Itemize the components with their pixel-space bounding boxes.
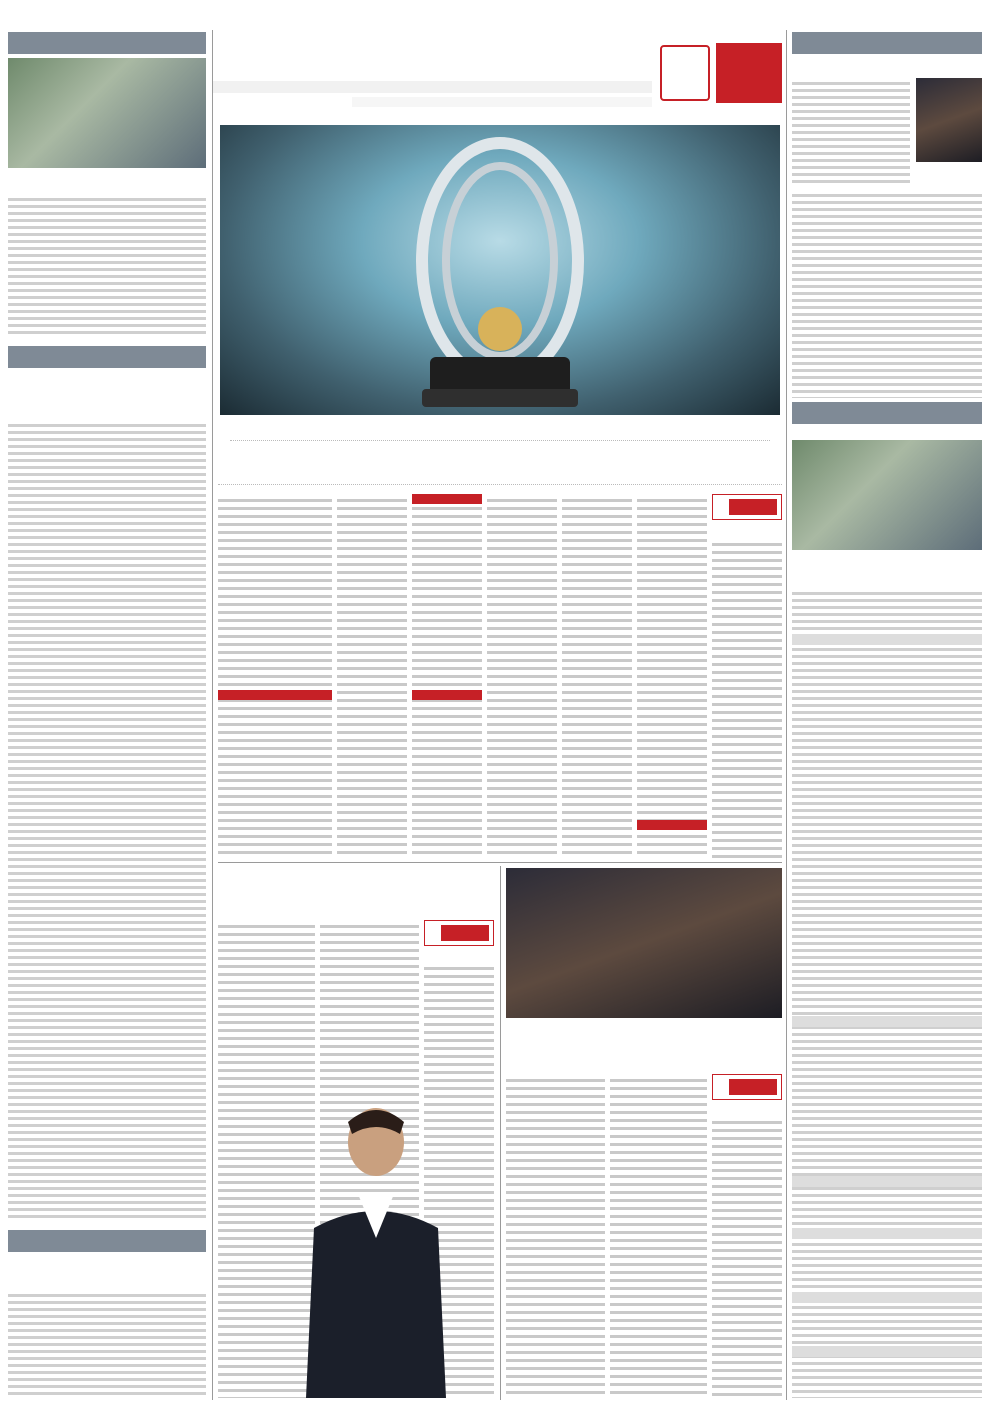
wrestling-byline-name	[424, 948, 494, 958]
fixture-4	[792, 1228, 982, 1239]
left-column-top-story	[8, 194, 206, 334]
lead-story-column-1	[712, 538, 782, 858]
lead-headline	[218, 445, 782, 485]
right-column-story	[792, 588, 982, 1398]
left-column-basketball-headline	[8, 1270, 206, 1286]
lead-subhead-4	[637, 820, 707, 830]
football-ethics-column-3	[506, 1074, 605, 1398]
lead-story-column-5	[412, 494, 482, 858]
wrestling-kicker	[218, 868, 494, 882]
football-ethics-byline-role	[729, 1079, 777, 1095]
wrestler-portrait	[296, 1098, 456, 1398]
masthead-logo	[716, 43, 782, 103]
football-ethics-photo	[506, 868, 782, 1018]
columnist-photo	[916, 78, 982, 162]
lead-subhead-1	[412, 494, 482, 504]
right-column-photo-caption	[792, 554, 982, 564]
right-column-top-story-continued	[792, 190, 982, 398]
right-column-top-story	[792, 78, 910, 186]
lead-story-column-6	[337, 494, 407, 858]
left-column-notes-headline	[8, 386, 206, 416]
right-column-player-photo	[792, 440, 982, 550]
left-column-notes-banner	[8, 346, 206, 368]
football-ethics-byline	[712, 1074, 782, 1100]
masthead	[210, 35, 782, 115]
fixture-6	[792, 1346, 982, 1357]
football-ethics-column-1	[712, 1116, 782, 1398]
wrestling-byline-role	[441, 925, 489, 941]
masthead-issue-line	[352, 97, 652, 107]
right-column-banner	[792, 32, 982, 54]
football-ethics-column-2	[610, 1074, 707, 1398]
lead-story-column-4	[487, 494, 557, 858]
right-column-story-headline	[792, 568, 982, 584]
lead-story-byline	[712, 494, 782, 520]
fixture-1	[792, 634, 982, 645]
fixture-5	[792, 1292, 982, 1303]
right-column-banner-2	[792, 402, 982, 424]
fixture-3	[792, 1176, 982, 1187]
lead-subhead-2	[412, 690, 482, 700]
afc-champions-league-trophy	[370, 131, 630, 411]
masthead-logo-mark	[660, 45, 710, 101]
left-column-basketball-kicker	[8, 1256, 206, 1266]
left-column-basketball-story	[8, 1290, 206, 1398]
lead-story-column-2	[637, 494, 707, 858]
lead-byline-role	[729, 499, 777, 515]
lead-story-column-3	[562, 494, 632, 858]
lead-byline-name	[712, 522, 782, 532]
wrestling-byline	[424, 920, 494, 946]
lead-kicker	[230, 423, 770, 441]
left-column-basketball-banner	[8, 1230, 206, 1252]
left-column-notes-author	[8, 370, 206, 380]
fixture-2	[792, 1016, 982, 1027]
right-column-banner-2-author	[792, 426, 982, 436]
columnist-name	[916, 164, 982, 174]
columnist-role	[916, 176, 982, 186]
masthead-date-line	[212, 81, 652, 93]
left-column-match-photo	[8, 58, 206, 168]
football-ethics-kicker	[506, 1024, 782, 1038]
lead-subhead-3	[218, 690, 332, 700]
football-ethics-headline	[506, 1042, 782, 1068]
wrestling-headline	[218, 886, 494, 912]
right-column-top-headline	[792, 58, 982, 72]
football-ethics-byline-name	[712, 1102, 782, 1112]
lead-trophy-photo	[220, 125, 780, 415]
left-column-top-headline	[8, 174, 206, 190]
left-column-banner	[8, 32, 206, 54]
lead-story-column-7	[218, 494, 332, 858]
left-column-notes-story	[8, 420, 206, 1220]
